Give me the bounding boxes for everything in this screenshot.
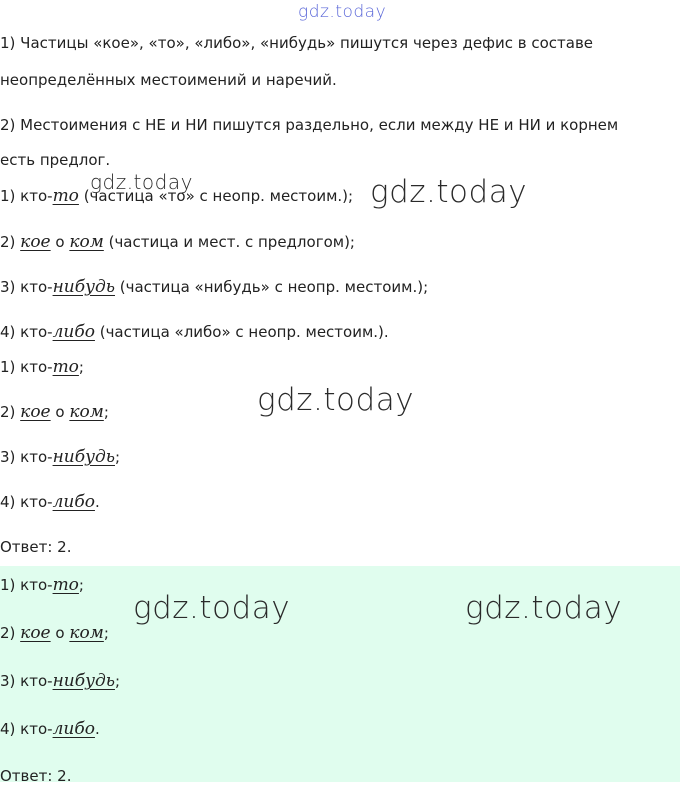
rule-text: 1) Частицы «кое», «то», «либо», «нибудь» пишутся через дефис в составе [0,34,594,52]
highlighted-word: кое [20,232,51,252]
list-item: 4) кто-либо. [0,492,100,512]
watermark: gdz.today [133,590,291,626]
highlighted-word: то [52,357,79,377]
highlighted-word: кое [20,623,51,643]
list-item: 1) кто-то; [0,575,84,595]
highlighted-word: нибудь [52,277,115,297]
highlighted-word: либо [52,322,95,342]
list-item: 1) кто-то; [0,357,84,377]
watermark: gdz.today [257,382,415,418]
answer-text: Ответ: 2. [0,767,72,785]
list-item: 2) кое о ком; [0,623,109,643]
highlighted-word: либо [52,719,95,739]
watermark: gdz.today [90,170,193,194]
highlighted-word: либо [52,492,95,512]
list-item: 4) кто-либо. [0,719,100,739]
rule-text: 2) Местоимения с НЕ и НИ пишутся раздельно, если между НЕ и НИ и корнем [0,116,619,134]
explained-item: 3) кто-нибудь (частица «нибудь» с неопр. местоим.); [0,277,429,297]
highlighted-word: кое [20,402,51,422]
highlighted-word: ком [69,623,104,643]
rule-text: неопределённых местоимений и наречий. [0,71,337,89]
highlighted-word: нибудь [52,671,115,691]
answer-text: Ответ: 2. [0,538,72,556]
explained-item: 1) кто-то (частица «то» с неопр. местоим.); [0,186,354,206]
list-item: 3) кто-нибудь; [0,447,121,467]
highlighted-word: то [52,186,79,206]
highlighted-word: ком [69,232,104,252]
highlighted-word: нибудь [52,447,115,467]
list-item: 3) кто-нибудь; [0,671,121,691]
watermark: gdz.today [465,590,623,626]
highlighted-word: ком [69,402,104,422]
explained-item: 4) кто-либо (частица «либо» с неопр. местоим.). [0,322,389,342]
explained-item: 2) кое о ком (частица и мест. с предлогом); [0,232,355,252]
list-item: 2) кое о ком; [0,402,109,422]
rule-text: есть предлог. [0,151,111,169]
highlighted-word: то [52,575,79,595]
watermark: gdz.today [298,2,387,22]
watermark: gdz.today [370,174,528,210]
